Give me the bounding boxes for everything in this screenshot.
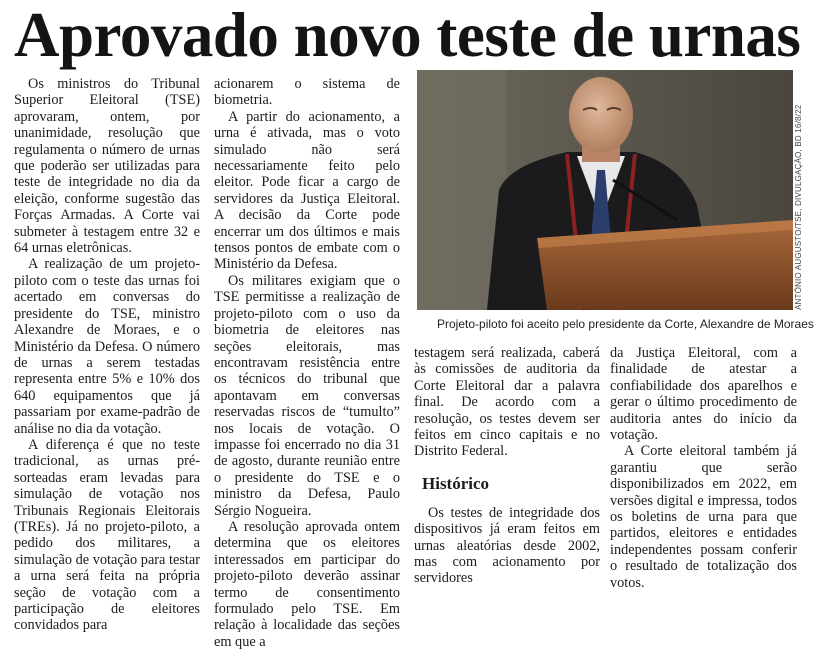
article-photo — [417, 70, 793, 310]
section-subheading: Histórico — [422, 473, 490, 493]
paragraph: Os ministros do Tribunal Superior Eleitoral (TSE) aprovaram, ontem, por unanimidade, resolução que regulamenta o número de urnas que poderão ser utilizadas para teste de integridade no dia da eleição, conforme sugestão das Forças Armadas. A Corte vai submeter à testagem entre 32 e 64 urnas eletrônicas. — [14, 76, 200, 257]
article-column-4 — [610, 345, 797, 591]
speaker-portrait — [417, 70, 793, 310]
paragraph: A diferença é que no teste tradicional, as urnas pré-sorteadas eram levadas para simulação de votação nos Tribunais Regionais Eleitorais (TREs). Já no projeto-piloto, a pedido dos militares, a simulação de votação para testar a urna será feita na própria seção de votação com a participação de eleitores convidados para — [14, 436, 200, 634]
paragraph: da Justiça Eleitoral, com a finalidade de atestar a confiabilidade dos aparelhos e gerar o último procedimento de auditoria antes do início da votação. — [610, 345, 797, 444]
photo-credit: ANTÔNIO AUGUSTO/TSE, DIVULGAÇÃO, BD 16/8/22 — [794, 104, 803, 310]
paragraph: Os militares exigiam que o TSE permitisse a realização de projeto-piloto com o uso da biometria de eleitores nas seções eleitorais, mas encontravam resistência entre os técnicos do tribunal que apontavam em conversas reservadas riscos de “tumulto” nos locais de votação. O impasse foi encerrado no dia 31 de agosto, durante reunião entre o presidente do TSE e o ministro da Defesa, Paulo Sérgio Nogueira. — [214, 272, 400, 519]
paragraph: A resolução aprovada ontem determina que os eleitores interessados em participar do projeto-piloto deverão assinar termo de consentimento formulado pelo TSE. Em relação à localidade das seções em que a — [214, 518, 400, 650]
headline: Aprovado novo teste de urnas — [14, 0, 801, 70]
article-column-2 — [214, 76, 400, 650]
article-column-1 — [14, 76, 200, 634]
paragraph: Os testes de integridade dos dispositivos já eram feitos em urnas aleatórias desde 2002, mas com acionamento por servidores — [414, 504, 600, 587]
article-column-3 — [414, 345, 600, 587]
photo-caption: Projeto-piloto foi aceito pelo presidente da Corte, Alexandre de Moraes — [437, 317, 814, 331]
paragraph: acionarem o sistema de biometria. — [214, 76, 400, 109]
paragraph: testagem será realizada, caberá às comissões de auditoria da Corte Eleitoral dar a palavra final. De acordo com a resolução, os testes devem ser feitos em cinco capitais e no Distrito Federal. — [414, 345, 600, 460]
paragraph: A realização de um projeto-piloto com o teste das urnas foi acertado em conversas do presidente do TSE, ministro Alexandre de Moraes, e o Ministério da Defesa. O número de urnas a serem testadas representa entre 5% e 10% dos 640 equipamentos que já passariam por exame-padrão de análise no dia da votação. — [14, 256, 200, 437]
paragraph: A Corte eleitoral também já garantiu que serão disponibilizados em 2022, em versões digital e impressa, todos os boletins de urna para que partidos, eleitores e entidades independentes possam conferir o resultado de totalização dos votos. — [610, 443, 797, 591]
paragraph: A partir do acionamento, a urna é ativada, mas o voto simulado não será necessariamente feito pelo eleitor. Pode ficar a cargo de servidores da Justiça Eleitoral. A decisão da Corte pode encerrar um dos últimos e mais tensos pontos de embate com o Ministério da Defesa. — [214, 108, 400, 273]
